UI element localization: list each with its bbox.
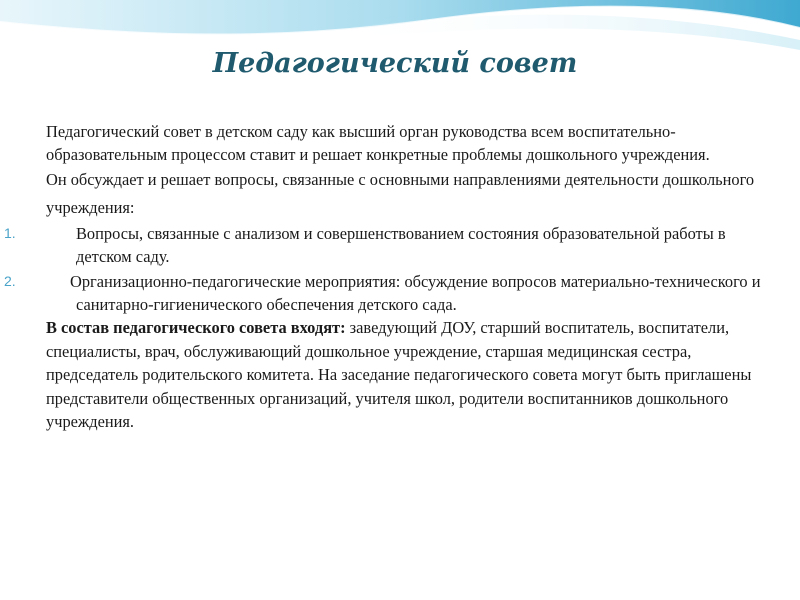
list-item-text: Вопросы, связанные с анализом и совершенствованием состояния образовательной работы в детском саду. xyxy=(76,224,726,266)
composition-lead: В состав педагогического совета входят: xyxy=(46,318,346,337)
list-marker: 1. xyxy=(4,225,16,241)
topics-list xyxy=(4,222,766,316)
list-item xyxy=(4,270,766,316)
list-item xyxy=(4,222,766,268)
discussion-paragraph: Он обсуждает и решает вопросы, связанные с основными направлениями деятельности дошкольного учреждения: xyxy=(46,170,755,217)
intro-paragraph: Педагогический совет в детском саду как высший орган руководства всем воспитательно-образовательным процессом ставит и решает конкретные проблемы дошкольного учреждения. xyxy=(46,122,710,164)
composition-text: заведующий ДОУ, старший воспитатель, воспитатели, специалисты, врач, обслуживающий дошкольное учреждение, старшая медицинская сестра, председатель родительского комитета. На заседание педагогического совета могут быть приглашены представители общественных организаций, учителя школ, родители воспитанников дошкольного учреждения. xyxy=(46,318,752,431)
list-item-text: Организационно-педагогические мероприятия: обсуждение вопросов материально-технического и санитарно-гигиенического обеспечения детского сада. xyxy=(70,272,761,314)
list-marker: 2. xyxy=(4,273,16,289)
slide-body xyxy=(4,120,766,434)
composition-paragraph xyxy=(46,316,766,434)
slide-title: Педагогический совет xyxy=(212,48,578,79)
